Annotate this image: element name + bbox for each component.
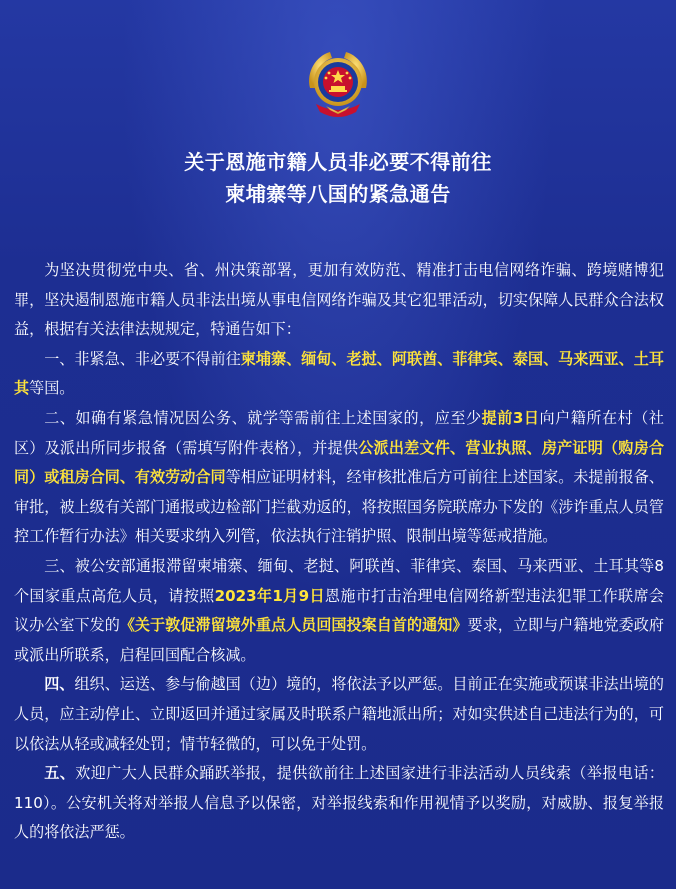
- item-2-text-c: 等相应证明材料，经审核批准后方可前往上述国家。未提前报备、审批，被上级有关部门通报或边检部门拦截劝返的，将按照国务院联席办下发的《涉诈重点人员管控工作暂行办法》相关要求纳入列管，依法执行注销护照、限制出境等惩戒措施。: [14, 468, 664, 546]
- item-5-number: 五、: [44, 764, 76, 783]
- item-3-paragraph: [14, 552, 664, 670]
- notice-title-line1: 关于恩施市籍人员非必要不得前往: [184, 150, 492, 174]
- item-3-date: 2023年1月9日: [214, 586, 325, 605]
- item-1-country-list: 柬埔寨、缅甸、老挝、阿联酋、菲律宾、泰国、马来西亚、土耳其: [14, 349, 664, 398]
- item-3-text-b: 恩施市打击治理电信网络新型违法犯罪工作联席会议办公室下发的: [14, 586, 664, 635]
- item-5-text: 欢迎广大人民群众踊跃举报，提供欲前往上述国家进行非法活动人员线索（举报电话：110）。公安机关将对举报人信息予以保密，对举报线索和作用视情予以奖励，对威胁、报复举报人的将依法严惩。: [14, 764, 664, 842]
- item-3-notice-name: 《关于敦促滞留境外重点人员回国投案自首的通知》: [119, 616, 468, 635]
- notice-body: [14, 256, 664, 848]
- item-1-paragraph: [14, 345, 664, 404]
- item-4-text: 组织、运送、参与偷越国（边）境的，将依法予以严惩。目前正在实施或预谋非法出境的人员，应主动停止、立即返回并通过家属及时联系户籍地派出所；对如实供述自己违法行为的，可以依法从轻或减轻处罚；情节轻微的，可以免于处罚。: [14, 675, 664, 753]
- item-2-text-b: 向户籍所在村（社区）及派出所同步报备（需填写附件表格），并提供: [14, 408, 664, 457]
- item-1-text-b: 等国。: [29, 379, 75, 398]
- item-2-text-a: 二、如确有紧急情况因公务、就学等需前往上述国家的，应至少: [44, 408, 482, 427]
- intro-text: 为坚决贯彻党中央、省、州决策部署，更加有效防范、精准打击电信网络诈骗、跨境赌博犯罪，坚决遏制恩施市籍人员非法出境从事电信网络诈骗及其它犯罪活动，切实保障人民群众合法权益，根据有关法律法规规定，特通告如下：: [14, 261, 664, 339]
- police-emblem-icon: [296, 42, 380, 126]
- item-2-paragraph: [14, 404, 664, 552]
- item-3-text-a: 三、被公安部通报滞留柬埔寨、缅甸、老挝、阿联酋、菲律宾、泰国、马来西亚、土耳其等8个国家重点高危人员，请按照: [14, 556, 664, 605]
- item-2-deadline: 提前3日: [481, 408, 540, 427]
- item-3-text-c: 要求，立即与户籍地党委政府或派出所联系，启程回国配合核减。: [14, 616, 664, 664]
- notice-title-line2: 柬埔寨等八国的紧急通告: [225, 182, 451, 206]
- item-2-documents: 公派出差文件、营业执照、房产证明（购房合同）或租房合同、有效劳动合同: [14, 438, 664, 487]
- item-5-paragraph: [14, 759, 664, 848]
- intro-paragraph: [14, 256, 664, 345]
- item-1-text-a: 一、非紧急、非必要不得前往: [44, 349, 241, 368]
- item-4-paragraph: [14, 670, 664, 759]
- item-4-number: 四、: [44, 675, 75, 694]
